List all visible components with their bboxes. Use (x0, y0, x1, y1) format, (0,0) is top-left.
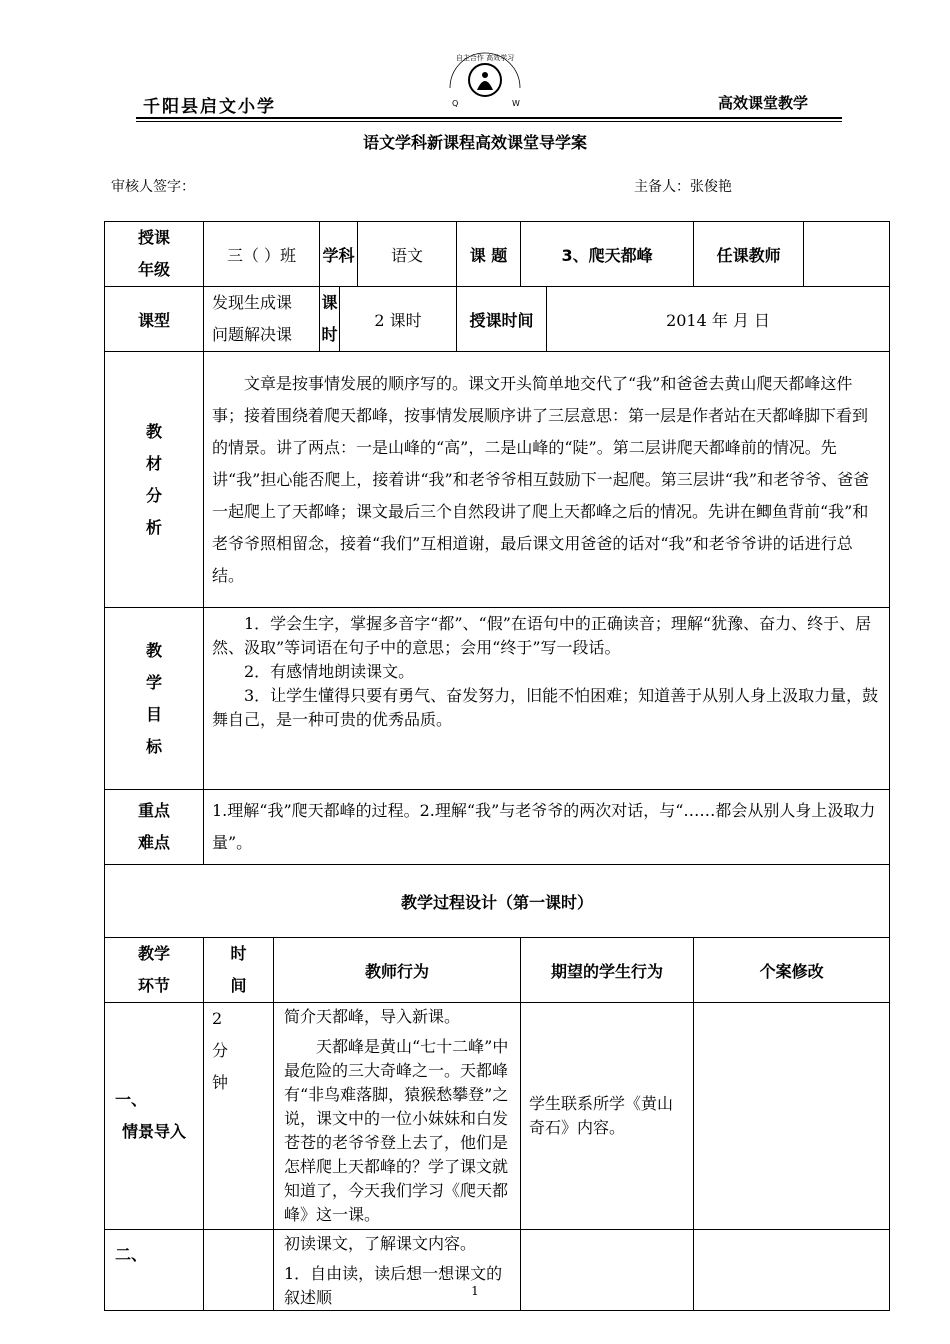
document-title: 语文学科新课程高效课堂导学案 (362, 133, 587, 152)
time-cell: 2 分 钟 (204, 1003, 274, 1230)
process-row (105, 1003, 890, 1230)
grade-value: 三（ ）班 (204, 222, 320, 287)
revision-cell (694, 1230, 890, 1311)
reviewer-signature-label: 审核人签字： (111, 179, 195, 195)
stage-cell: 二、 (105, 1230, 204, 1311)
analysis-label: 教 材 分 析 (105, 352, 204, 608)
goal-item: 2．有感情地朗读课文。 (244, 662, 415, 681)
school-logo (440, 48, 530, 118)
time-cell (204, 1230, 274, 1311)
preparer-label: 主备人：张俊艳 (634, 179, 732, 195)
goals-label: 教 学 目 标 (105, 608, 204, 790)
process-title: 教学过程设计（第一课时） (105, 865, 890, 938)
analysis-text: 文章是按事情发展的顺序写的。课文开头简单地交代了“我”和爸爸去黄山爬天都峰这件事；接着围绕着爬天都峰，按事情发展顺序讲了三层意思：第一层是作者站在天都峰脚下看到的情景。讲了两点：一是山峰的“高”，二是山峰的“陡”。第二层讲爬天都峰前的情况。先讲“我”担心能否爬上，接着讲“我”和老爷爷相互鼓励下一起爬。第三层讲“我”和老爷爷、爸爸一起爬上了天都峰；课文最后三个自然段讲了爬上天都峰之后的情况。先讲在鲫鱼背前“我”和老爷爷照相留念，接着“我们”互相道谢，最后课文用爸爸的话对“我”和老爷爷讲的话进行总结。 (204, 352, 890, 608)
subject-value: 语文 (358, 222, 457, 287)
process-header-row (105, 938, 890, 1003)
svg-text:W: W (512, 99, 520, 108)
key-points-label: 重点 难点 (105, 790, 204, 865)
topic-label: 课 题 (457, 222, 521, 287)
goals-text (204, 608, 890, 790)
teacher-label: 任课教师 (694, 222, 804, 287)
student-action-header: 期望的学生行为 (521, 938, 694, 1003)
goal-item: 3．让学生懂得只要有勇气、奋发努力，旧能不怕困难；知道善于从别人身上汲取力量，鼓舞自己，是一种可贵的优秀品质。 (212, 686, 879, 729)
logo-text: 自主合作 高效学习 (455, 54, 515, 62)
key-points-row (105, 790, 890, 865)
school-name: 千阳县启文小学 (143, 97, 276, 117)
lesson-plan-table (104, 221, 890, 1311)
time-value: 2014 年 月 日 (547, 287, 890, 352)
grade-label: 授课 年级 (105, 222, 204, 287)
goal-item: 1．学会生字，掌握多音字“都”、“假”在语句中的正确读音；理解“犹豫、奋力、终于、居然、汲取”等词语在句子中的意思；会用“终于”写一段话。 (212, 614, 872, 657)
subject-label: 学科 (320, 222, 358, 287)
header-rule (136, 117, 842, 119)
stage-cell: 一、 情景导入 (105, 1003, 204, 1230)
time-header: 时 间 (204, 938, 274, 1003)
time-label: 授课时间 (457, 287, 547, 352)
teacher-action-cell: 初读课文，了解课文内容。 1．自由读，读后想一想课文的叙述顺 (274, 1230, 521, 1311)
topic-value: 3、爬天都峰 (521, 222, 694, 287)
student-action-cell (521, 1230, 694, 1311)
analysis-row (105, 352, 890, 608)
goals-row (105, 608, 890, 790)
info-row-1 (105, 222, 890, 287)
revision-header: 个案修改 (694, 938, 890, 1003)
key-points-text: 1.理解“我”爬天都峰的过程。2.理解“我”与老爷爷的两次对话，与“……都会从别人身上汲取力量”。 (204, 790, 890, 865)
type-value: 发现生成课 问题解决课 (204, 287, 320, 352)
svg-text:Q: Q (452, 99, 459, 108)
stage-header: 教学 环节 (105, 938, 204, 1003)
type-label: 课型 (105, 287, 204, 352)
process-row (105, 1230, 890, 1311)
student-action-cell: 学生联系所学《黄山奇石》内容。 (521, 1003, 694, 1230)
process-title-row (105, 865, 890, 938)
revision-cell (694, 1003, 890, 1230)
hours-value: 2 课时 (340, 287, 457, 352)
hours-label: 课 时 (320, 287, 340, 352)
info-row-2 (105, 287, 890, 352)
teacher-action-cell: 简介天都峰，导入新课。 天都峰是黄山“七十二峰”中最危险的三大奇峰之一。天都峰有“非鸟难落脚，猿猴愁攀登”之说，课文中的一位小妹妹和白发苍苍的老爷爷登上去了，他们是怎样爬上天都峰的？学了课文就知道了，今天我们学习《爬天都峰》这一课。 (274, 1003, 521, 1230)
teacher-action-header: 教师行为 (274, 938, 521, 1003)
brand-text: 高效课堂教学 (718, 94, 809, 112)
page-number: 1 (471, 1284, 479, 1298)
teacher-value (804, 222, 890, 287)
header-rule-thin (136, 121, 842, 122)
